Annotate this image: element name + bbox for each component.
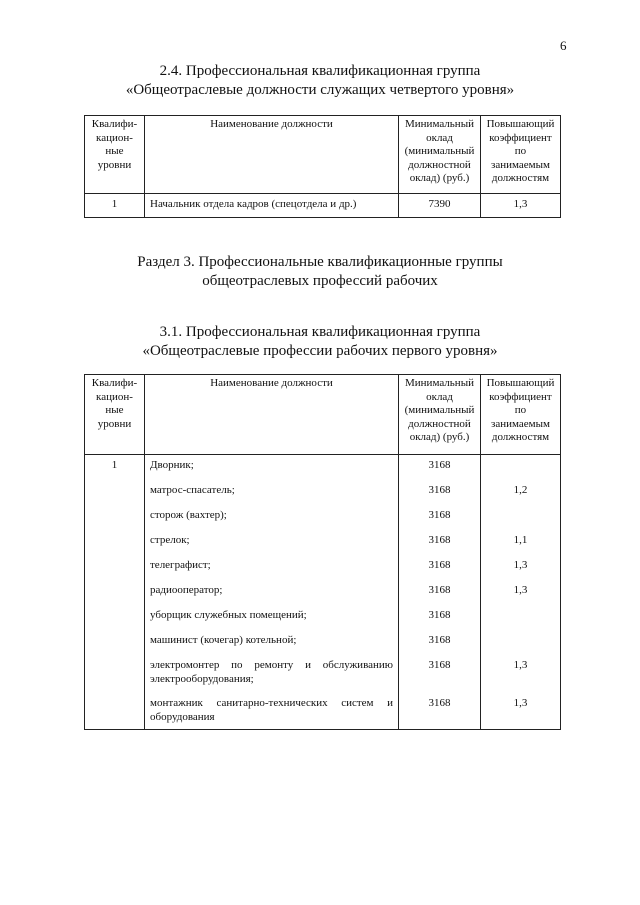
salary-value: 3168 — [428, 534, 451, 546]
salary-value: 3168 — [428, 609, 451, 621]
coefficient-value: 1,1 — [513, 534, 528, 546]
salary-value: 3168 — [428, 634, 451, 646]
section-3-heading — [0, 253, 640, 291]
coefficient-value: 1,3 — [513, 659, 528, 671]
coefficient-column — [481, 455, 561, 730]
position-names-column — [145, 455, 399, 730]
salary-value: 3168 — [428, 509, 451, 521]
coefficient-value — [481, 459, 560, 484]
list-item: сторож (вахтер); — [150, 509, 227, 521]
header-coefficient: Повышающий коэффициент по занимаемым должностям — [481, 375, 561, 455]
salary-value: 3168 — [428, 659, 451, 671]
list-item: матрос-спасатель; — [150, 484, 235, 496]
header-min-salary: Минимальный оклад (минимальный должностной оклад) (руб.) — [399, 116, 481, 194]
list-item: уборщик служебных помещений; — [150, 609, 307, 621]
list-item: телеграфист; — [150, 559, 211, 571]
coefficient-value — [481, 634, 560, 659]
section-2-4-heading — [0, 62, 640, 100]
coefficient-value: 1,2 — [513, 484, 528, 496]
salary-column — [399, 455, 481, 730]
list-item: машинист (кочегар) котельной; — [150, 634, 297, 646]
qual-level-cell: 1 — [85, 455, 145, 730]
salary-value: 3168 — [428, 559, 451, 571]
header-position-name: Наименование должности — [145, 116, 399, 194]
list-item: монтажник санитарно-технических систем и оборудования — [150, 697, 393, 723]
header-qual-level: Квалифи- кацион- ные уровни — [85, 116, 145, 194]
salary-value: 3168 — [428, 459, 451, 471]
section-3-title-line1: Раздел 3. Профессиональные квалификационные группы — [137, 254, 503, 270]
section-2-4-title-line2: «Общеотраслевые должности служащих четвертого уровня» — [125, 82, 515, 98]
list-item: радиооператор; — [150, 584, 223, 596]
section-3-1-title-line1: 3.1. Профессиональная квалификационная группа — [159, 324, 481, 340]
table-3-1 — [84, 374, 561, 730]
page-number: 6 — [560, 38, 567, 53]
table-2-4 — [84, 115, 561, 218]
section-3-title-line2: общеотраслевых профессий рабочих — [202, 273, 438, 289]
position-name-cell: Начальник отдела кадров (спецотдела и др.) — [145, 194, 399, 218]
section-2-4-title-line1: 2.4. Профессиональная квалификационная группа — [159, 63, 481, 79]
section-3-1-title-line2: «Общеотраслевые профессии рабочих первого уровня» — [142, 343, 498, 359]
coefficient-cell: 1,3 — [481, 194, 561, 218]
list-item: стрелок; — [150, 534, 190, 546]
salary-value: 3168 — [428, 697, 451, 709]
header-position-name: Наименование должности — [145, 375, 399, 455]
coefficient-value: 1,3 — [513, 559, 528, 571]
qual-level-cell: 1 — [85, 194, 145, 218]
salary-value: 3168 — [428, 584, 451, 596]
coefficient-value: 1,3 — [513, 697, 528, 709]
header-coefficient: Повышающий коэффициент по занимаемым должностям — [481, 116, 561, 194]
list-item: электромонтер по ремонту и обслуживанию электрооборудования; — [150, 659, 393, 685]
coefficient-value — [481, 609, 560, 634]
salary-cell: 7390 — [399, 194, 481, 218]
salary-value: 3168 — [428, 484, 451, 496]
header-qual-level: Квалифи- кацион- ные уровни — [85, 375, 145, 455]
coefficient-value: 1,3 — [513, 584, 528, 596]
list-item: Дворник; — [150, 459, 194, 471]
table-row — [85, 194, 561, 218]
section-3-1-heading — [0, 323, 640, 361]
header-min-salary: Минимальный оклад (минимальный должностной оклад) (руб.) — [399, 375, 481, 455]
coefficient-value — [481, 509, 560, 534]
